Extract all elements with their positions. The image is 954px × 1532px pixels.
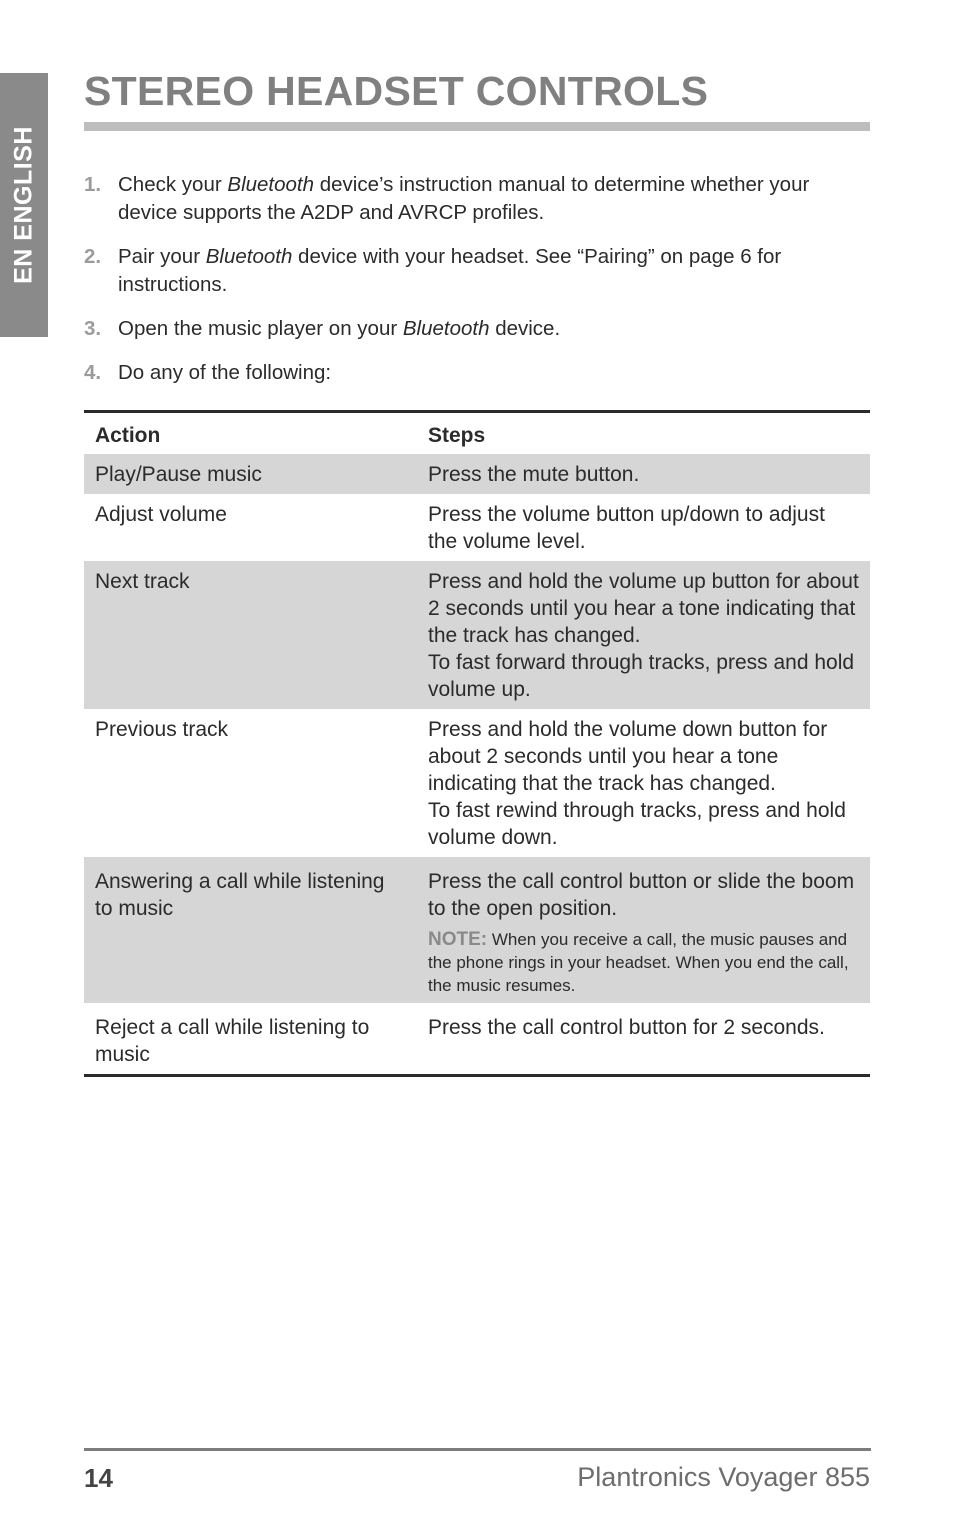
action-cell: Previous track (95, 718, 229, 741)
action-cell: Reject a call while listening to music (95, 1016, 370, 1066)
action-cell: Play/Pause music (84, 454, 417, 494)
instruction-steps (84, 171, 870, 403)
steps-cell: Press and hold the volume up button for about 2 seconds until you hear a tone indicating that the track has changed. To fast forward through tracks, press and hold volume up. (417, 561, 870, 709)
action-cell: Next track (84, 561, 417, 709)
table-header-row (84, 412, 870, 455)
step-number: 2. (84, 245, 102, 268)
step-item (84, 243, 870, 299)
step-number: 1. (84, 173, 102, 196)
step-item (84, 359, 870, 387)
step-text: Do any of the following: (118, 361, 332, 384)
steps-cell: Press the call control button or slide the boom to the open position. NOTE: When you receive a call, the music pauses and the phone rings in your headset. When you end the call, the music resumes. (417, 857, 870, 1003)
header-action: Action (95, 424, 161, 447)
action-cell: Answering a call while listening to music (84, 857, 417, 1003)
table-row (84, 709, 870, 857)
table-row (84, 454, 870, 494)
steps-cell: Press and hold the volume down button for about 2 seconds until you hear a tone indicating that the track has changed. To fast rewind through tracks, press and hold volume down. (428, 718, 846, 849)
steps-cell: Press the volume button up/down to adjust the volume level. (428, 503, 825, 553)
title-divider (84, 122, 870, 131)
table-row (84, 494, 870, 561)
language-tab (0, 73, 48, 337)
steps-cell: Press the call control button for 2 seconds. (428, 1016, 825, 1039)
header-steps: Steps (428, 424, 486, 447)
language-tab-label: EN ENGLISH (9, 126, 38, 284)
note-label: NOTE: (428, 929, 488, 950)
step-number: 3. (84, 317, 102, 340)
note (428, 928, 859, 997)
step-text: Open the music player on your Bluetooth device. (118, 317, 561, 340)
steps-cell: Press the mute button. (417, 454, 870, 494)
action-cell: Adjust volume (95, 503, 227, 526)
page-title: STEREO HEADSET CONTROLS (84, 68, 709, 114)
table-row (84, 857, 870, 1003)
step-item (84, 171, 870, 227)
table-row (84, 561, 870, 709)
note-text: When you receive a call, the music pauses and the phone rings in your headset. When you end the call, the music resumes. (428, 930, 849, 995)
step-number: 4. (84, 361, 102, 384)
table-row (84, 1003, 870, 1076)
step-text: Check your Bluetooth device’s instruction manual to determine whether your device supports the A2DP and AVRCP profiles. (118, 173, 810, 224)
page-number: 14 (84, 1463, 113, 1493)
step-item (84, 315, 870, 343)
footer-divider (84, 1448, 871, 1451)
step-text: Pair your Bluetooth device with your headset. See “Pairing” on page 6 for instructions. (118, 245, 782, 296)
product-name: Plantronics Voyager 855 (577, 1462, 870, 1492)
controls-table (84, 410, 870, 1077)
